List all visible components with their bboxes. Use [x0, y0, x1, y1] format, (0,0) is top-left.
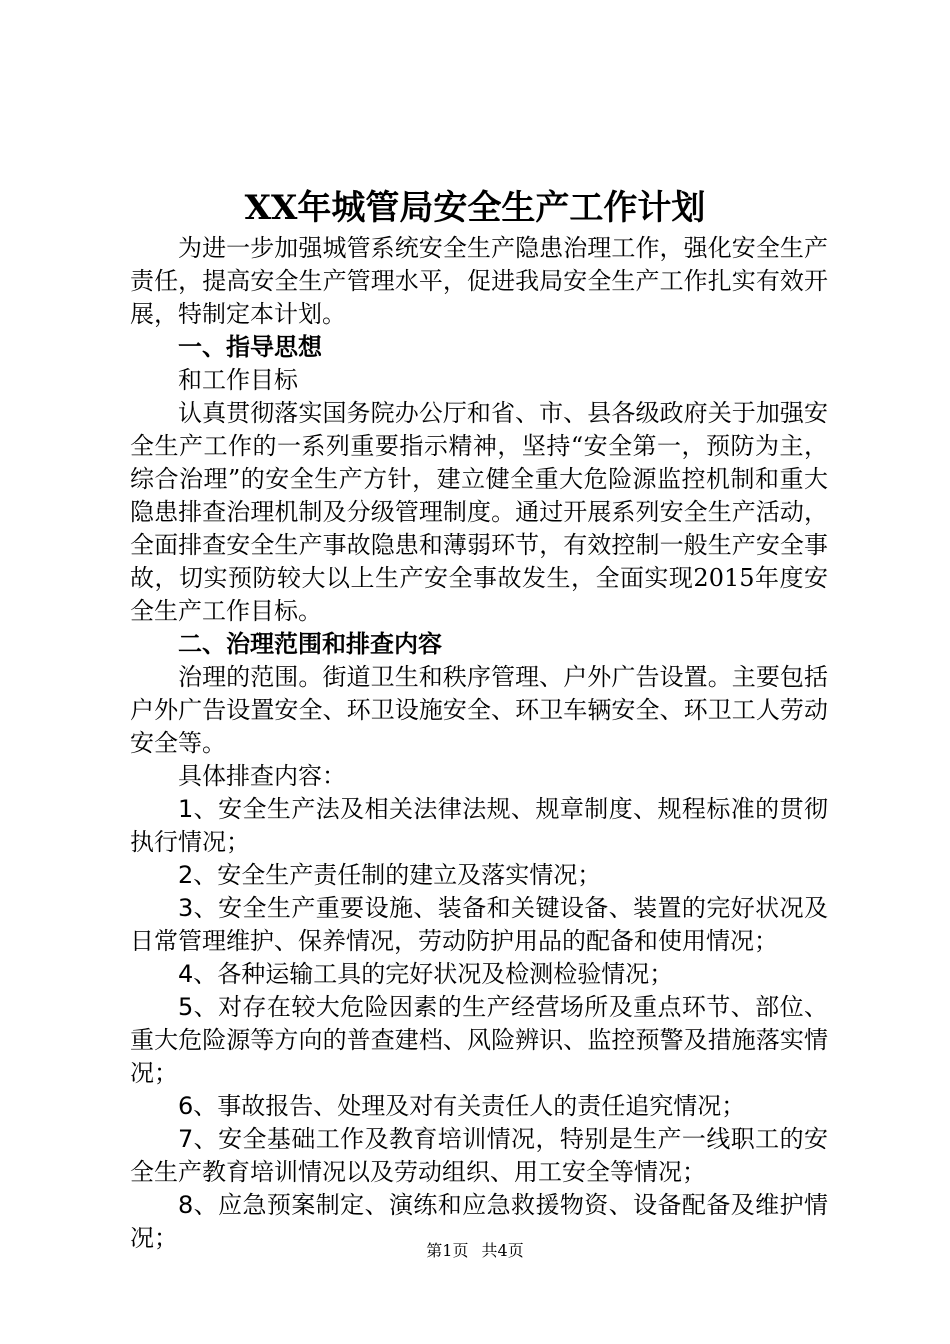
page-footer [0, 1240, 950, 1262]
list-item: 5、对存在较大危险因素的生产经营场所及重点环节、部位、重大危险源等方向的普查建档、风险辨识、监控预警及措施落实情况； [130, 993, 828, 1087]
page-total: 共4页 [481, 1241, 524, 1260]
document-title: XX年城管局安全生产工作计划 [244, 188, 706, 228]
list-item: 1、安全生产法及相关法律法规、规章制度、规程标准的贯彻执行情况； [130, 795, 828, 856]
section-heading-continuation: 和工作目标 [178, 366, 298, 394]
guiding-ideology-paragraph: 认真贯彻落实国务院办公厅和省、市、县各级政府关于加强安全生产工作的一系列重要指示精神，坚持“安全第一，预防为主，综合治理”的安全生产方针，建立健全重大危险源监控机制和重大隐患排查治理机制及分级管理制度。通过开展系列安全生产活动，全面排查安全生产事故隐患和薄弱环节，有效控制一般生产安全事故，切实预防较大以上生产安全事故发生，全面实现2015年度安全生产工作目标。 [130, 399, 828, 625]
page-number: 第1页 [426, 1241, 469, 1260]
inspection-content-label: 具体排查内容： [178, 762, 346, 790]
list-item: 3、安全生产重要设施、装备和关键设备、装置的完好状况及日常管理维护、保养情况，劳动防护用品的配备和使用情况； [130, 894, 828, 955]
intro-paragraph: 为进一步加强城管系统安全生产隐患治理工作，强化安全生产责任，提高安全生产管理水平，促进我局安全生产工作扎实有效开展，特制定本计划。 [130, 234, 828, 328]
section-heading-scope: 二、治理范围和排查内容 [178, 630, 442, 658]
list-item: 4、各种运输工具的完好状况及检测检验情况； [178, 960, 674, 988]
list-item: 7、安全基础工作及教育培训情况，特别是生产一线职工的安全生产教育培训情况以及劳动组织、用工安全等情况； [130, 1125, 828, 1186]
list-item: 2、安全生产责任制的建立及落实情况； [178, 861, 602, 889]
document-body [130, 232, 828, 1255]
list-item: 8、应急预案制定、演练和应急救援物资、设备配备及维护情况； [130, 1191, 828, 1252]
section-heading-guiding-ideology: 一、指导思想 [178, 333, 322, 361]
list-item: 6、事故报告、处理及对有关责任人的责任追究情况； [178, 1092, 746, 1120]
scope-paragraph: 治理的范围。街道卫生和秩序管理、户外广告设置。主要包括户外广告设置安全、环卫设施安全、环卫车辆安全、环卫工人劳动安全等。 [130, 663, 828, 757]
